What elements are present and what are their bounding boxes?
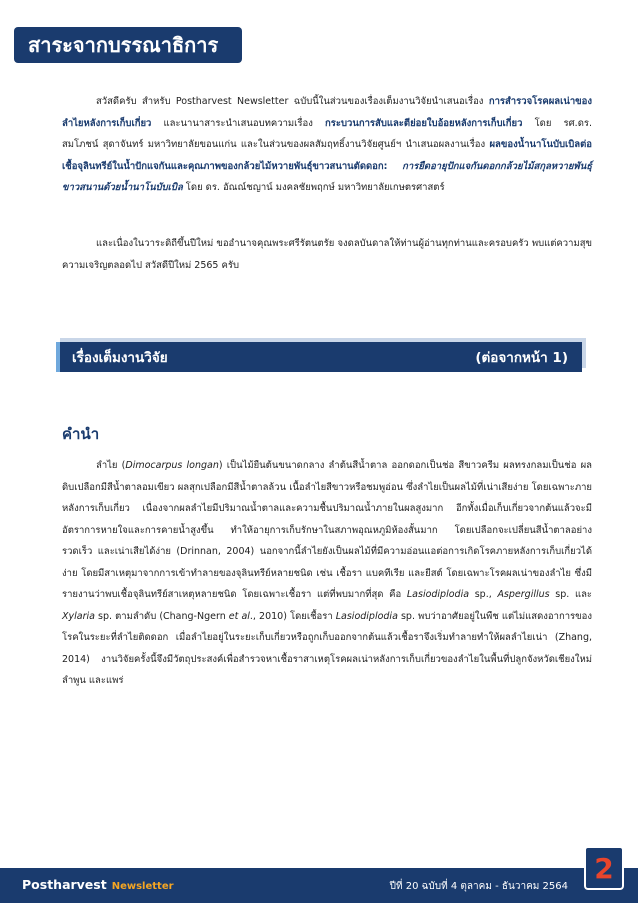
brand-newsletter: Newsletter [111, 881, 174, 892]
brand-name: Postharvest [22, 877, 107, 892]
page-footer [0, 868, 638, 903]
section-continued: (ต่อจากหน้า 1) [475, 350, 568, 366]
section-bar [56, 342, 582, 372]
text-span: สวัสดีครับ สำหรับ Postharvest Newsletter ฉบับนี้ในส่วนของเรื่องเต็มงานวิจัยนำเสนอเรื่อง [96, 96, 489, 107]
featured-research-title: การสำรวจโรคผลเน่าของลำไยหลังการเก็บเกี่ยว [62, 96, 592, 129]
page-number: 2 [584, 846, 624, 890]
editorial-paragraph-1 [62, 91, 592, 199]
scientific-name: Xylaria [62, 610, 95, 622]
text-span: ลำไย ( [96, 460, 126, 471]
research-result-title: ผลของน้ำนาโนบับเบิลต่อเชื้อจุลินทรีย์ในน้ำปักแจกันและคุณภาพของกล้วยไม้หวายพันธุ์ขาวสนานตัดดอก: [62, 139, 592, 172]
scientific-name: Aspergillus [497, 589, 550, 600]
text-span: sp. ตามลำดับ (Chang-Ngern [94, 610, 229, 622]
scientific-name: Lasiodiplodia [406, 589, 470, 600]
editorial-paragraph-2 [62, 233, 592, 276]
issue-info: ปีที่ 20 ฉบับที่ 4 ตุลาคม - ธันวาคม 2564 [389, 881, 568, 892]
text-span: และนานาสาระนำเสนอบทความเรื่อง [151, 117, 326, 129]
text-span: sp. และ [549, 589, 593, 600]
scientific-name: Dimocarpus longan [125, 460, 219, 471]
intro-paragraph [62, 455, 592, 692]
footer-brand [22, 877, 174, 892]
text-span: โดย รศ.ดร. สมโภชน์ สุดาจันทร์ มหาวิทยาลัยขอนแก่น และในส่วนของผลสัมฤทธิ์งานวิจัยศูนย์ฯ นำเสนอผลงานเรื่อง [62, 117, 592, 150]
text-span: sp., [469, 589, 498, 600]
text-span: ) เป็นไม้ยืนต้นขนาดกลาง ลำต้นสีน้ำตาล ออกดอกเป็นช่อ สีขาวครีม ผลทรงกลมเป็นช่อ ผลดิบเปลือกมีสีน้ำตาลอมเขียว ผลสุกเปลือกมีสีน้ำตาลล้วน เนื้อลำไยสีขาวหรือชมพูอ่อน ซึ่งลำไยเป็นผลไม้ที่เน่าเสียง่าย โดยเฉพาะภายหลังการเก็บเกี่ยว เนื่องจากผลลำไยมีปริมาณน้ำตาลและความชื้นปริมาณน้ำภายในผลสูงมาก อีกทั้งเมื่อเก็บเกี่ยวจากต้นแล้วจะมีอัตราการหายใจและการคายน้ำสูงขึ้น ทำให้อายุการเก็บรักษาในสภาพอุณหภูมิห้องสั้นมาก โดยเปลือกจะเปลี่ยนสีน้ำตาลอย่างรวดเร็ว และเน่าเสียได้ง่าย (Drinnan, 2004) นอกจากนี้ลำไยยังเป็นผลไม้ที่มีความอ่อนแอต่อการเกิดโรคภายหลังการเก็บเกี่ยวได้ง่าย โดยมีสาเหตุมาจากการเข้าทำลายของจุลินทรีย์หลายชนิด เช่น เชื้อรา แบคทีเรีย และยีสต์ โดยเฉพาะโรคผลเน่าของลำไย ซึ่งมีรายงานว่าพบเชื้อจุลินทรีย์สาเหตุหลายชนิด โดยเฉพาะเชื้อรา แต่ที่พบมากที่สุด คือ [62, 460, 592, 600]
text-span: โดย ดร. อัณณ์ชญาน์ มงคลชัยพฤกษ์ มหาวิทยาลัยเกษตรศาสตร์ [182, 182, 445, 193]
research-result-subtitle: การยืดอายุปักแจกันดอกกล้วยไม้สกุลหวายพันธุ์ขาวสนานด้วยน้ำนาโนบับเบิล [62, 160, 592, 193]
text-span: sp. พบว่าอาศัยอยู่ในพืช แต่ไม่แสดงอาการของโรคในระยะที่ลำไยติดดอก เมื่อลำไยอยู่ในระยะเก็บเกี่ยวหรือถูกเก็บออกจากต้นแล้วเชื้อราจึงเริ่มทำลายทำให้ผลลำไยเน่า (Zhang, 2014) งานวิจัยครั้งนี้จึงมีวัตถุประสงค์เพื่อสำรวจหาเชื้อราสาเหตุโรคผลเน่าหลังการเก็บเกี่ยวของลำไยในพื้นที่ปลูกจังหวัดเชียงใหม่ ลำพูน และแพร่ [62, 610, 592, 686]
section-title: เรื่องเต็มงานวิจัย [72, 350, 168, 366]
article-title: กระบวนการสับและตีย่อยใบอ้อยหลังการเก็บเกี่ยว [325, 117, 523, 129]
editorial-header [14, 27, 242, 63]
intro-heading: คำนำ [62, 425, 100, 443]
et-al: et al [228, 610, 250, 622]
text-span: และเนื่องในวาระดิถีขึ้นปีใหม่ ขออำนาจคุณพระศรีรัตนตรัย จงดลบันดาลให้ท่านผู้อ่านทุกท่านและครอบครัว พบแต่ความสุข ความเจริญตลอดไป สวัสดีปีใหม่ 2565 ครับ [62, 238, 592, 271]
editorial-title: สาระจากบรรณาธิการ [28, 33, 219, 57]
text-span: ., 2010) โดยเชื้อรา [249, 610, 336, 622]
scientific-name: Lasiodiplodia [335, 610, 398, 622]
